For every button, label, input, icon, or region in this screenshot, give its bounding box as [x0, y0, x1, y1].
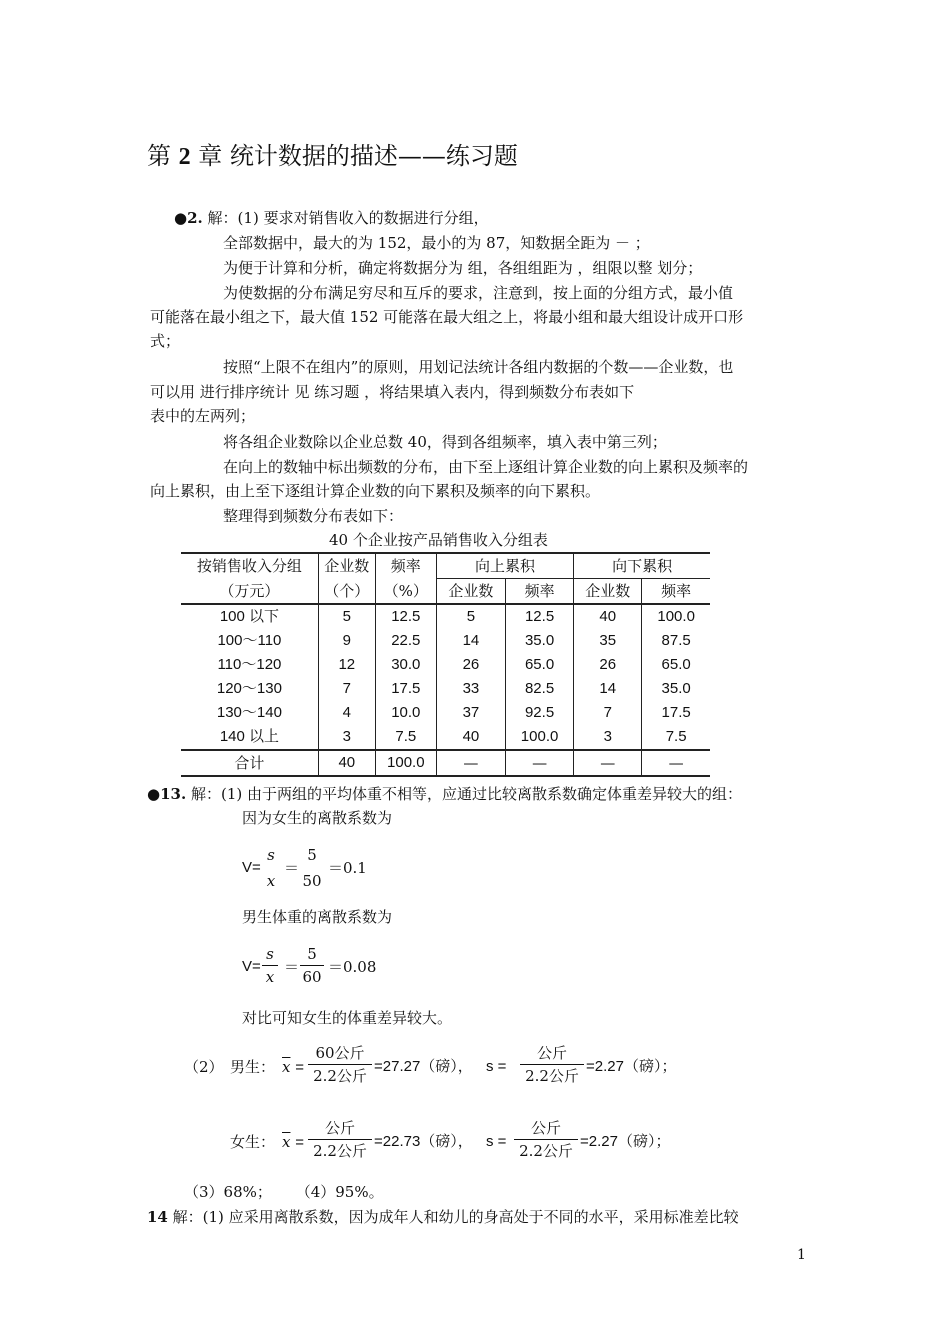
- male-label: 男生：: [230, 1058, 276, 1076]
- formula2-eq: ＝: [284, 958, 300, 976]
- page-number: 1: [797, 1247, 806, 1263]
- table-total-row: 合计 40 100.0 — — — —: [181, 750, 710, 776]
- table-row: 140 以上 3 7.5 40 100.0 3 7.5: [181, 725, 710, 750]
- formula1-fraction: 5 50: [302, 846, 322, 890]
- table-row: 130～140 4 10.0 37 92.5 7 17.5: [181, 701, 710, 725]
- female-mean-result: =22.73（磅），: [374, 1133, 473, 1150]
- female-sd-fraction: 公斤 2.2公斤: [514, 1119, 578, 1160]
- q14-line-1: 14 解：(1) 应采用离散系数，因为成年人和幼儿的身高处于不同的水平，采用标准差比较: [147, 1208, 739, 1226]
- bullet-icon: ●: [174, 209, 188, 227]
- male-sd-result: =2.27（磅）；: [586, 1058, 677, 1075]
- part3-4: （3）68%； （4）95%。: [184, 1183, 384, 1201]
- header-freq: 频率: [375, 553, 436, 579]
- q2-line-5: 可能落在最小组之下，最大值 152 可能落在最大组之上，将最小组和最大组设计成开口形: [150, 308, 744, 326]
- q13-line-2: 因为女生的离散系数为: [242, 809, 393, 827]
- formula1-s-over-x: s x: [266, 846, 276, 890]
- header-count-unit: （个）: [318, 579, 375, 605]
- formula1-lhs: V=: [242, 859, 261, 876]
- table-caption: 40 个企业按产品销售收入分组表: [329, 531, 548, 549]
- q2-line-2: 全部数据中，最大的为 152，最小的为 87，知数据全距为 － ；: [223, 234, 650, 252]
- q2-line-9: 表中的左两列；: [150, 407, 256, 425]
- frequency-table: [181, 552, 710, 777]
- q2-line-12: 向上累积，由上至下逐组计算企业数的向下累积及频率的向下累积。: [150, 482, 601, 500]
- page-title: 第 2 章 统计数据的描述——练习题: [147, 142, 518, 170]
- bullet-icon: ●: [147, 785, 161, 803]
- table-row: 120～130 7 17.5 33 82.5 14 35.0: [181, 677, 710, 701]
- subheader-down-count: 企业数: [574, 579, 642, 605]
- chapter-number: 2: [178, 144, 191, 170]
- subheader-up-count: 企业数: [436, 579, 505, 605]
- q2-line-4: 为使数据的分布满足穷尽和互斥的要求，注意到，按上面的分组方式，最小值: [223, 284, 734, 302]
- male-sd-label: s =: [486, 1058, 507, 1075]
- q2-line-3: 为便于计算和分析，确定将数据分为 组，各组组距为 ，组限以整 划分；: [223, 259, 703, 277]
- male-mean-symbol: $\overline{x}$ =: [282, 1058, 305, 1076]
- male-sd-fraction: 公斤 2.2公斤: [520, 1044, 584, 1085]
- header-group-unit: （万元）: [181, 579, 318, 605]
- female-mean-symbol: $\overline{x}$ =: [282, 1133, 305, 1151]
- formula2-result: ＝0.08: [328, 958, 377, 976]
- q13-line-1: ●13. 解：(1) 由于两组的平均体重不相等，应通过比较离散系数确定体重差异较大的组：: [147, 785, 743, 803]
- formula1-eq: ＝: [284, 859, 300, 877]
- q2-line-8: 可以用 进行排序统计 见 练习题 ，将结果填入表内，得到频数分布表如下: [150, 383, 635, 401]
- subheader-up-freq: 频率: [506, 579, 574, 605]
- table-row: 100 以下 5 12.5 5 12.5 40 100.0: [181, 604, 710, 629]
- header-cumulative-up: 向上累积: [436, 553, 573, 579]
- header-group: 按销售收入分组: [181, 553, 318, 579]
- q2-line-1: ●2. 解：(1) 要求对销售收入的数据进行分组，: [174, 209, 489, 227]
- formula2-s-over-x: s x: [262, 945, 278, 986]
- female-sd-result: =2.27（磅）；: [580, 1133, 671, 1150]
- male-mean-result: =27.27（磅），: [374, 1058, 473, 1075]
- formula2-lhs: V=: [242, 958, 261, 975]
- formula2-fraction: 5 60: [300, 945, 324, 986]
- table-row: 110～120 12 30.0 26 65.0 26 65.0: [181, 653, 710, 677]
- header-cumulative-down: 向下累积: [574, 553, 710, 579]
- q13-line-4: 对比可知女生的体重差异较大。: [242, 1009, 453, 1027]
- q2-line-13: 整理得到频数分布表如下：: [223, 507, 404, 525]
- male-mean-fraction: 60公斤 2.2公斤: [308, 1044, 372, 1085]
- q2-line-6: 式；: [150, 332, 181, 350]
- female-sd-label: s =: [486, 1133, 507, 1150]
- q2-line-7: 按照“上限不在组内”的原则，用划记法统计各组内数据的个数——企业数，也: [223, 358, 734, 376]
- female-mean-fraction: 公斤 2.2公斤: [308, 1119, 372, 1160]
- female-label: 女生：: [230, 1133, 276, 1151]
- q2-line-10: 将各组企业数除以企业总数 40，得到各组频率，填入表中第三列；: [223, 433, 667, 451]
- header-freq-unit: （%）: [375, 579, 436, 605]
- q2-line-11: 在向上的数轴中标出频数的分布，由下至上逐组计算企业数的向上累积及频率的: [223, 458, 749, 476]
- q13-line-3: 男生体重的离散系数为: [242, 908, 393, 926]
- part2-label: （2）: [184, 1058, 224, 1076]
- subheader-down-freq: 频率: [642, 579, 710, 605]
- header-count: 企业数: [318, 553, 375, 579]
- table-row: 100～110 9 22.5 14 35.0 35 87.5: [181, 629, 710, 653]
- formula1-result: ＝0.1: [328, 859, 367, 877]
